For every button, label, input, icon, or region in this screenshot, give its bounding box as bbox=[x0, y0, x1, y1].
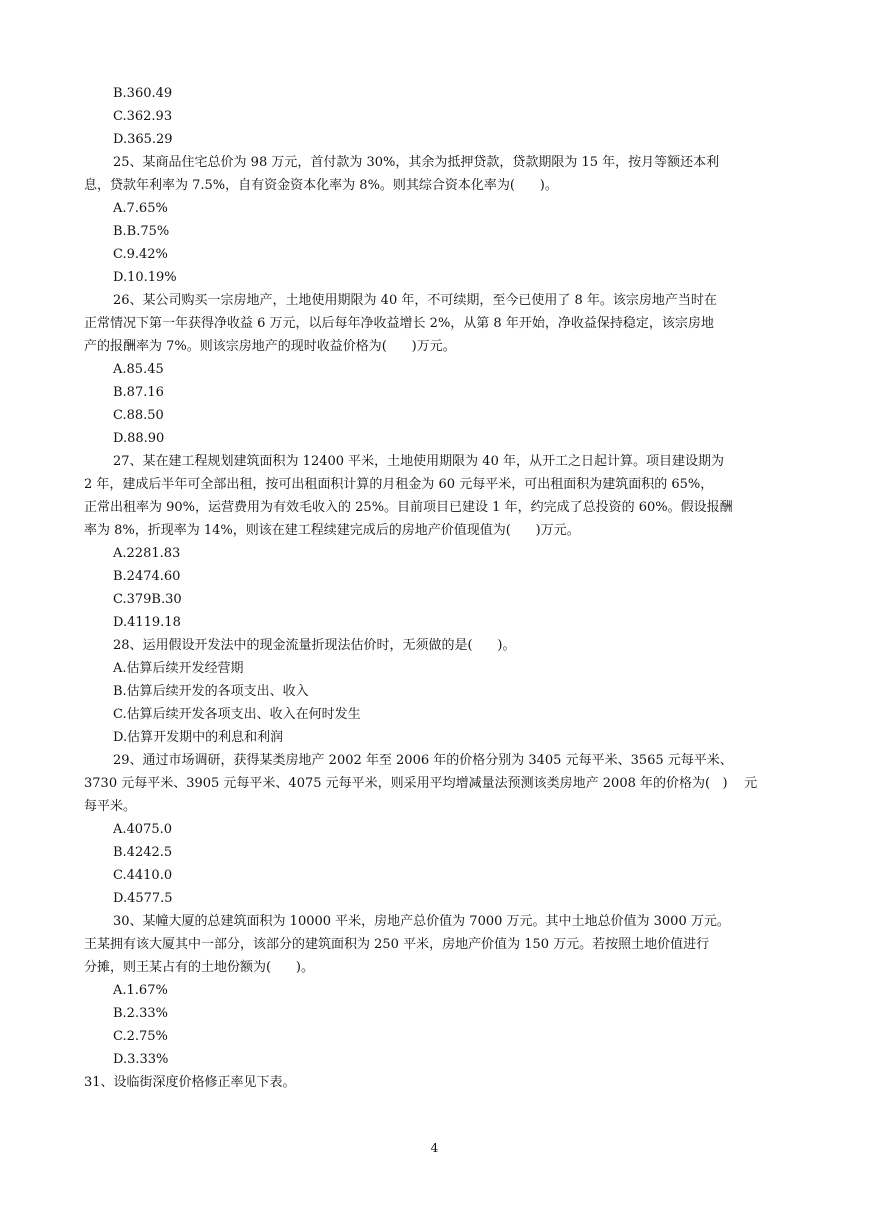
option-a: A.1.67% bbox=[113, 983, 168, 998]
option-c: C.估算后续开发各项支出、收入在何时发生 bbox=[113, 707, 361, 722]
option-d: D.估算开发期中的利息和利润 bbox=[113, 730, 284, 745]
option-a: A.85.45 bbox=[113, 362, 164, 377]
option-d: D.88.90 bbox=[113, 431, 165, 446]
question-30: 30、某幢大厦的总建筑面积为 10000 平米，房地产总价值为 7000 万元。其中土地总价值为 3000 万元。 bbox=[113, 914, 730, 929]
option-b: B.2.33% bbox=[113, 1006, 168, 1021]
question-26: 26、某公司购买一宗房地产，土地使用期限为 40 年，不可续期，至今已使用了 8 年。该宗房地产当时在 bbox=[113, 293, 717, 308]
question-30-cont: 分摊，则王某占有的土地份额为( )。 bbox=[84, 960, 314, 975]
option-d: D.10.19% bbox=[113, 270, 177, 285]
question-27-cont: 率为 8%，折现率为 14%，则该在建工程续建完成后的房地产价值现值为( )万元。 bbox=[84, 523, 580, 538]
option-d: D.4119.18 bbox=[113, 615, 181, 630]
option-a: A.4075.0 bbox=[113, 822, 173, 837]
option-d: D.4577.5 bbox=[113, 891, 173, 906]
option-b: B.360.49 bbox=[113, 86, 173, 101]
option-c: C.88.50 bbox=[113, 408, 164, 423]
question-25: 25、某商品住宅总价为 98 万元，首付款为 30%，其余为抵押贷款，贷款期限为 15 年，按月等额还本利 bbox=[113, 155, 720, 170]
question-29-cont: 3730 元每平米、3905 元每平米、4075 元每平米，则采用平均增减量法预测该类房地产 2008 年的价格为( ) 元 bbox=[84, 776, 758, 791]
question-29-cont: 每平米。 bbox=[84, 799, 137, 814]
question-27-cont: 2 年，建成后半年可全部出租，按可出租面积计算的月租金为 60 元每平米，可出租面积为建筑面积的 65%， bbox=[84, 477, 714, 492]
page-number: 4 bbox=[430, 1141, 439, 1155]
question-27-cont: 正常出租率为 90%，运营费用为有效毛收入的 25%。目前项目已建设 1 年，约完成了总投资的 60%。假设报酬 bbox=[84, 500, 733, 515]
option-b: B.估算后续开发的各项支出、收入 bbox=[113, 684, 309, 699]
question-31: 31、设临街深度价格修正率见下表。 bbox=[84, 1075, 296, 1090]
option-d: D.3.33% bbox=[113, 1052, 169, 1067]
option-a: A.估算后续开发经营期 bbox=[113, 661, 244, 676]
option-c: C.362.93 bbox=[113, 109, 173, 124]
question-25-cont: 息，贷款年利率为 7.5%，自有资金资本化率为 8%。则其综合资本化率为( )。 bbox=[84, 178, 558, 193]
option-c: C.4410.0 bbox=[113, 868, 173, 883]
option-d: D.365.29 bbox=[113, 132, 173, 147]
question-26-cont: 产的报酬率为 7%。则该宗房地产的现时收益价格为( )万元。 bbox=[84, 339, 456, 354]
question-29: 29、通过市场调研，获得某类房地产 2002 年至 2006 年的价格分别为 3405 元每平米、3565 元每平米、 bbox=[113, 753, 733, 768]
question-26-cont: 正常情况下第一年获得净收益 6 万元，以后每年净收益增长 2%，从第 8 年开始，净收益保持稳定，该宗房地 bbox=[84, 316, 714, 331]
question-30-cont: 王某拥有该大厦其中一部分，该部分的建筑面积为 250 平米，房地产价值为 150 万元。若按照土地价值进行 bbox=[84, 937, 710, 952]
option-b: B.B.75% bbox=[113, 224, 170, 239]
option-c: C.379B.30 bbox=[113, 592, 182, 607]
question-27: 27、某在建工程规划建筑面积为 12400 平米，土地使用期限为 40 年，从开工之日起计算。项目建设期为 bbox=[113, 454, 724, 469]
question-28: 28、运用假设开发法中的现金流量折现法估价时，无须做的是( )。 bbox=[113, 638, 516, 653]
option-b: B.87.16 bbox=[113, 385, 164, 400]
option-a: A.7.65% bbox=[113, 201, 168, 216]
option-b: B.4242.5 bbox=[113, 845, 173, 860]
option-c: C.9.42% bbox=[113, 247, 168, 262]
option-b: B.2474.60 bbox=[113, 569, 181, 584]
option-c: C.2.75% bbox=[113, 1029, 168, 1044]
option-a: A.2281.83 bbox=[113, 546, 181, 561]
